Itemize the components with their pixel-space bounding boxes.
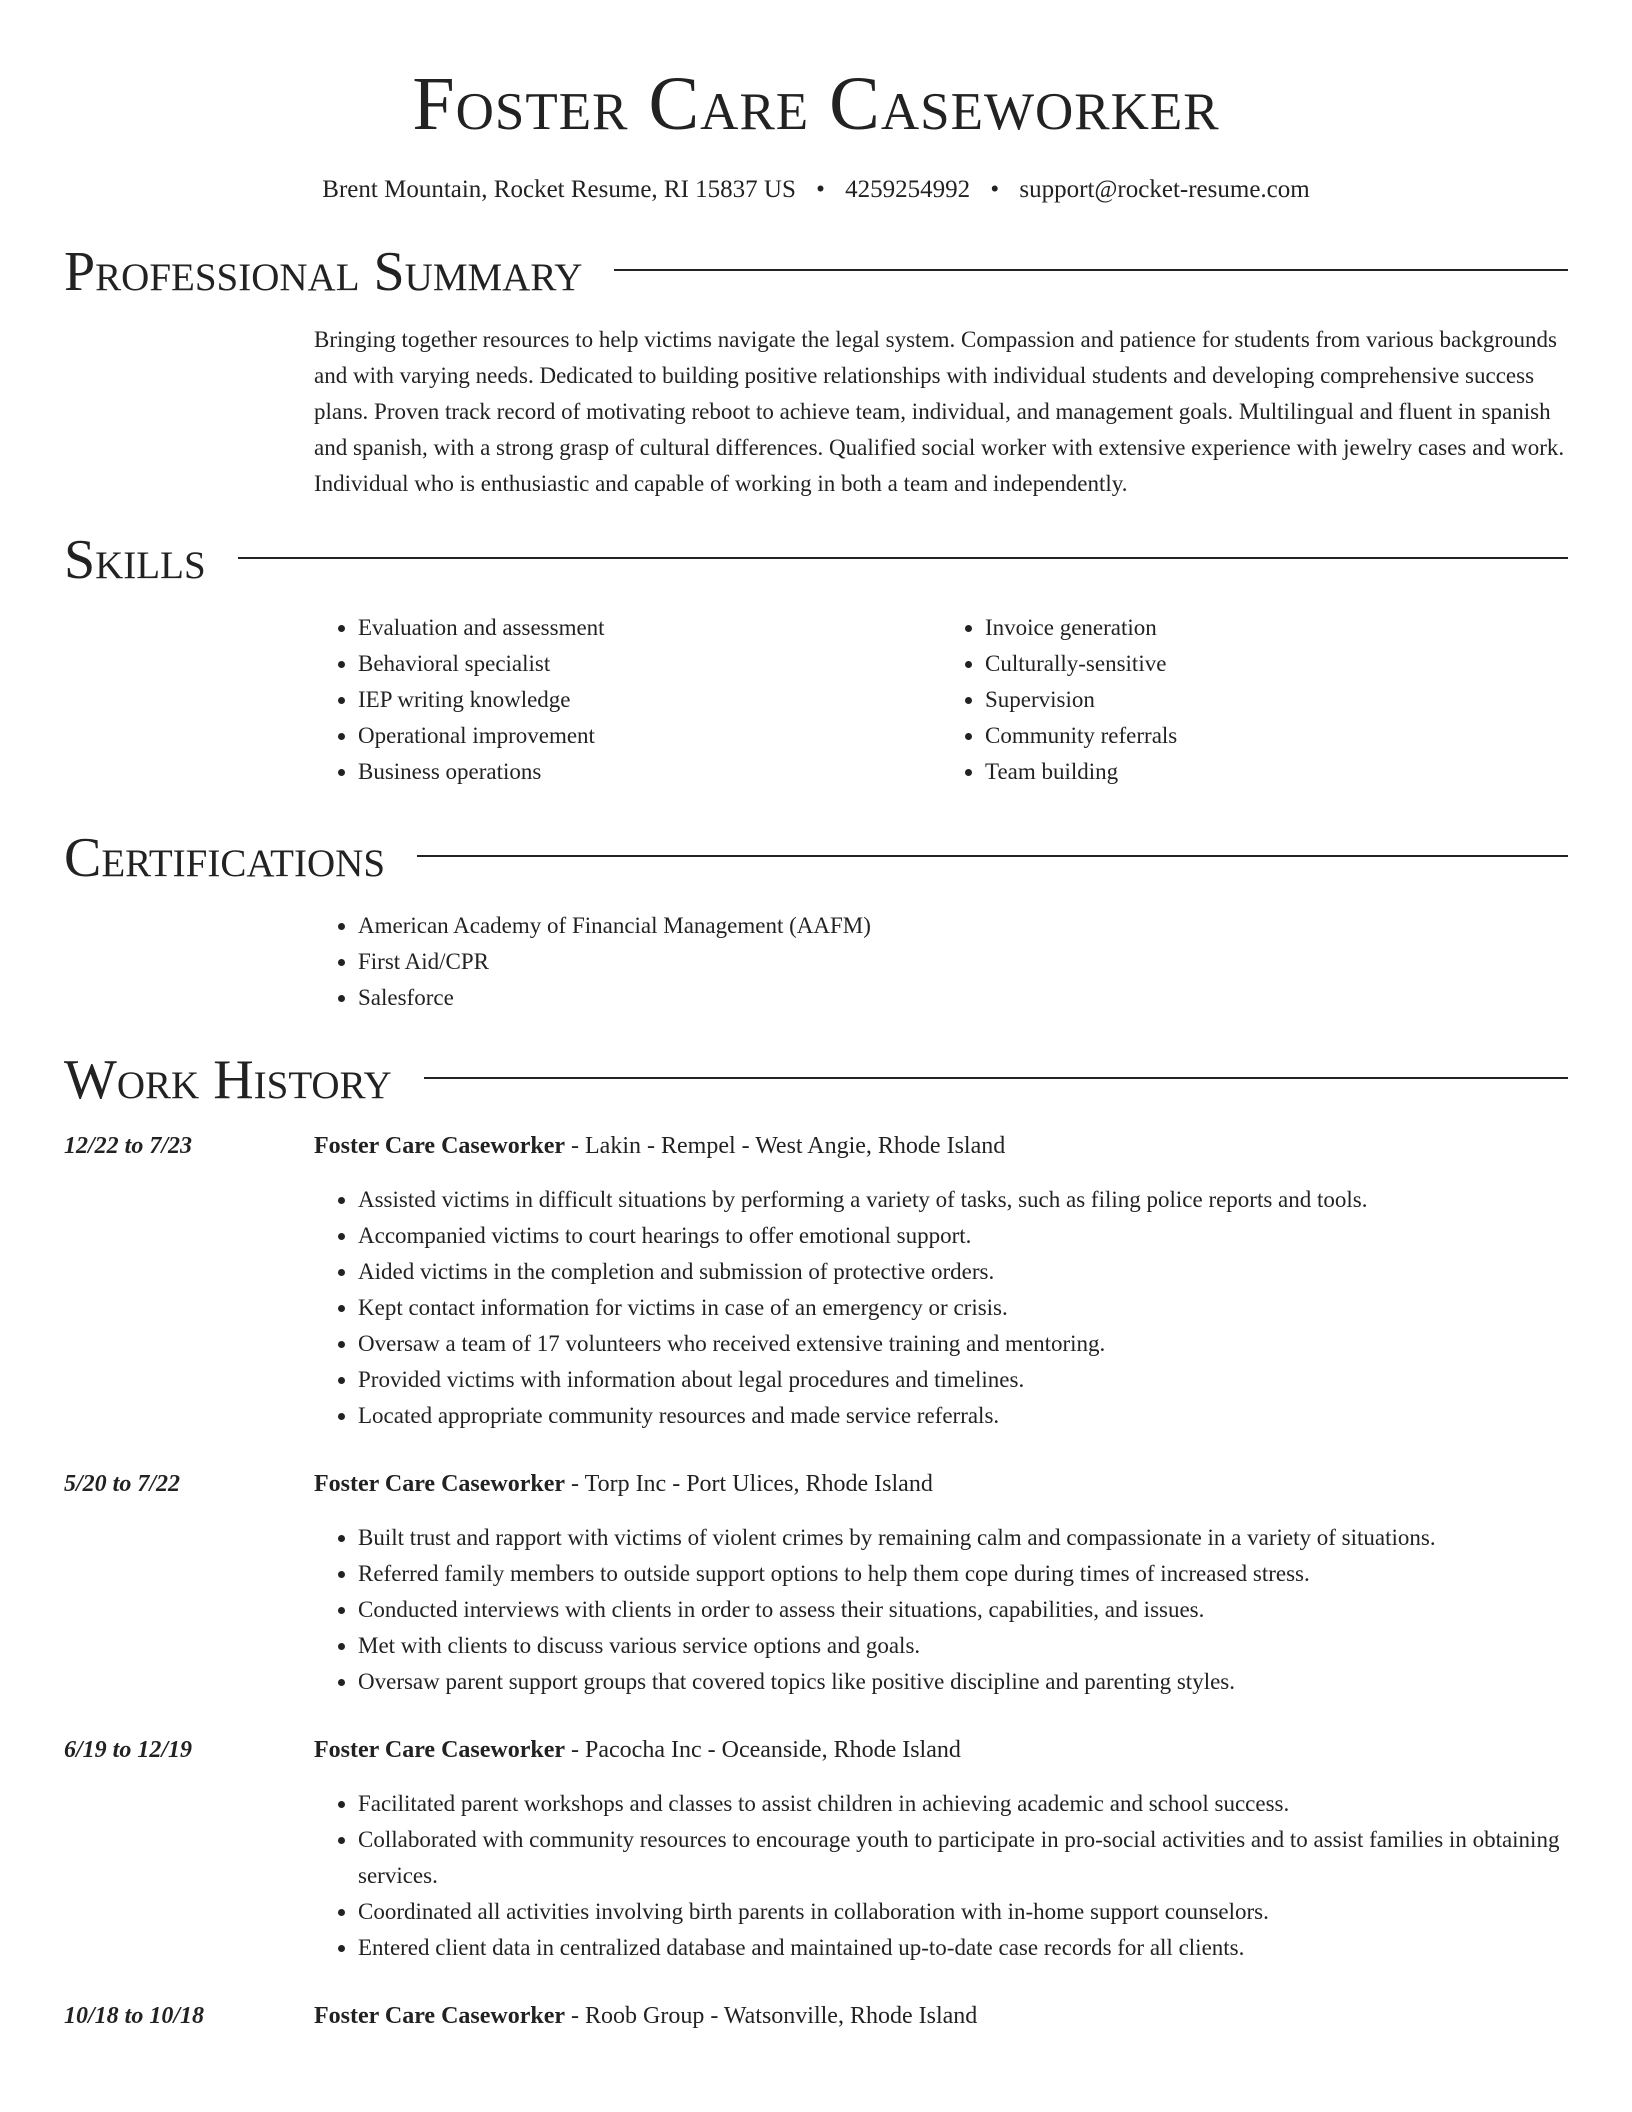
job-bullet: • Kept contact information for victims in case of an emergency or crisis. xyxy=(358,1290,1568,1326)
job-title-line xyxy=(314,1732,1568,1768)
section-divider xyxy=(417,855,1568,857)
skills-column-left xyxy=(314,610,941,790)
job-entry xyxy=(64,1128,1568,1434)
job-bullet: • Oversaw a team of 17 volunteers who received extensive training and mentoring. xyxy=(358,1326,1568,1362)
certification-item: • Salesforce xyxy=(358,980,1568,1016)
job-entry xyxy=(64,1466,1568,1700)
job-bullet: • Entered client data in centralized database and maintained up-to-date case records for all clients. xyxy=(358,1930,1568,1966)
job-bullet: • Oversaw parent support groups that covered topics like positive discipline and parenting styles. xyxy=(358,1664,1568,1700)
skills-section-header xyxy=(64,528,1568,592)
skill-item: • Invoice generation xyxy=(985,610,1568,646)
job-employer: - Pacocha Inc - Oceanside, Rhode Island xyxy=(565,1737,961,1763)
certifications-heading: Certifications xyxy=(64,827,386,889)
skill-item: • Behavioral specialist xyxy=(358,646,941,682)
work-section-header xyxy=(64,1048,1568,1112)
summary-text: Bringing together resources to help victims navigate the legal system. Compassion and patience for students from various backgrounds and with varying needs. Dedicated to building positive relationships with individual students and developing comprehensive success plans. Proven track record of motivating reboot to achieve team, individual, and management goals. Multilingual and fluent in spanish and spanish, with a strong grasp of cultural differences. Qualified social worker with extensive experience with jewelry cases and work. Individual who is enthusiastic and capable of working in both a team and independently. xyxy=(314,327,1565,496)
job-bullets xyxy=(314,1182,1568,1434)
section-divider xyxy=(424,1077,1568,1079)
skill-item: • Supervision xyxy=(985,682,1568,718)
job-employer: - Torp Inc - Port Ulices, Rhode Island xyxy=(565,1471,933,1497)
job-details xyxy=(314,1128,1568,1434)
certification-item: • American Academy of Financial Management (AAFM) xyxy=(358,908,1568,944)
job-dates: 12/22 to 7/23 xyxy=(64,1133,193,1159)
job-dates: 5/20 to 7/22 xyxy=(64,1471,181,1497)
skills-list xyxy=(314,610,1568,790)
skill-item: • Culturally-sensitive xyxy=(985,646,1568,682)
job-bullets xyxy=(314,1520,1568,1700)
work-heading: Work History xyxy=(64,1049,392,1111)
job-title: Foster Care Caseworker xyxy=(314,1471,566,1497)
contact-address: Brent Mountain, Rocket Resume, RI 15837 US xyxy=(322,176,796,203)
summary-section-header xyxy=(64,240,1568,304)
certifications-list xyxy=(314,908,1568,1016)
job-title: Foster Care Caseworker xyxy=(314,2003,566,2029)
job-title-line xyxy=(314,1128,1568,1164)
certifications-section-header xyxy=(64,826,1568,890)
skills-heading: Skills xyxy=(64,529,206,591)
job-bullet: • Aided victims in the completion and submission of protective orders. xyxy=(358,1254,1568,1290)
skill-item: • Business operations xyxy=(358,754,941,790)
candidate-name: Foster Care Caseworker xyxy=(412,62,1220,146)
job-bullet: • Referred family members to outside support options to help them cope during times of increased stress. xyxy=(358,1556,1568,1592)
job-bullet: • Accompanied victims to court hearings to offer emotional support. xyxy=(358,1218,1568,1254)
contact-line xyxy=(64,174,1568,206)
contact-phone: 4259254992 xyxy=(845,176,971,203)
certification-item: • First Aid/CPR xyxy=(358,944,1568,980)
job-bullet: • Provided victims with information about legal procedures and timelines. xyxy=(358,1362,1568,1398)
job-entry xyxy=(64,1998,1568,2034)
job-bullet: • Collaborated with community resources to encourage youth to participate in pro-social activities and to assist families in obtaining services. xyxy=(358,1822,1568,1894)
job-bullet: • Conducted interviews with clients in order to assess their situations, capabilities, and issues. xyxy=(358,1592,1568,1628)
job-bullet: • Facilitated parent workshops and classes to assist children in achieving academic and school success. xyxy=(358,1786,1568,1822)
job-title-line xyxy=(314,1466,1568,1502)
job-dates: 6/19 to 12/19 xyxy=(64,1737,193,1763)
summary-heading: Professional Summary xyxy=(64,241,583,303)
job-bullets xyxy=(314,1786,1568,1966)
skill-item: • Community referrals xyxy=(985,718,1568,754)
job-bullet: • Met with clients to discuss various service options and goals. xyxy=(358,1628,1568,1664)
job-dates: 10/18 to 10/18 xyxy=(64,2003,205,2029)
job-employer: - Lakin - Rempel - West Angie, Rhode Island xyxy=(565,1133,1006,1159)
section-divider xyxy=(614,269,1568,271)
contact-separator: • xyxy=(990,176,1000,203)
job-title: Foster Care Caseworker xyxy=(314,1737,566,1763)
job-details xyxy=(314,1466,1568,1700)
job-title: Foster Care Caseworker xyxy=(314,1133,566,1159)
section-divider xyxy=(238,557,1568,559)
job-details xyxy=(314,1998,1568,2034)
job-bullet: • Located appropriate community resources and made service referrals. xyxy=(358,1398,1568,1434)
job-employer: - Roob Group - Watsonville, Rhode Island xyxy=(565,2003,978,2029)
skill-item: • Evaluation and assessment xyxy=(358,610,941,646)
job-entry xyxy=(64,1732,1568,1966)
skill-item: • Team building xyxy=(985,754,1568,790)
job-bullet: • Coordinated all activities involving birth parents in collaboration with in-home support counselors. xyxy=(358,1894,1568,1930)
skill-item: • IEP writing knowledge xyxy=(358,682,941,718)
job-title-line xyxy=(314,1998,1568,2034)
contact-separator: • xyxy=(816,176,825,203)
job-bullet: • Assisted victims in difficult situations by performing a variety of tasks, such as filing police reports and tools. xyxy=(358,1182,1568,1218)
skills-column-right xyxy=(941,610,1568,790)
job-details xyxy=(314,1732,1568,1966)
skill-item: • Operational improvement xyxy=(358,718,941,754)
contact-email: support@rocket-resume.com xyxy=(1019,176,1310,203)
job-bullet: • Built trust and rapport with victims of violent crimes by remaining calm and compassionate in a variety of situations. xyxy=(358,1520,1568,1556)
